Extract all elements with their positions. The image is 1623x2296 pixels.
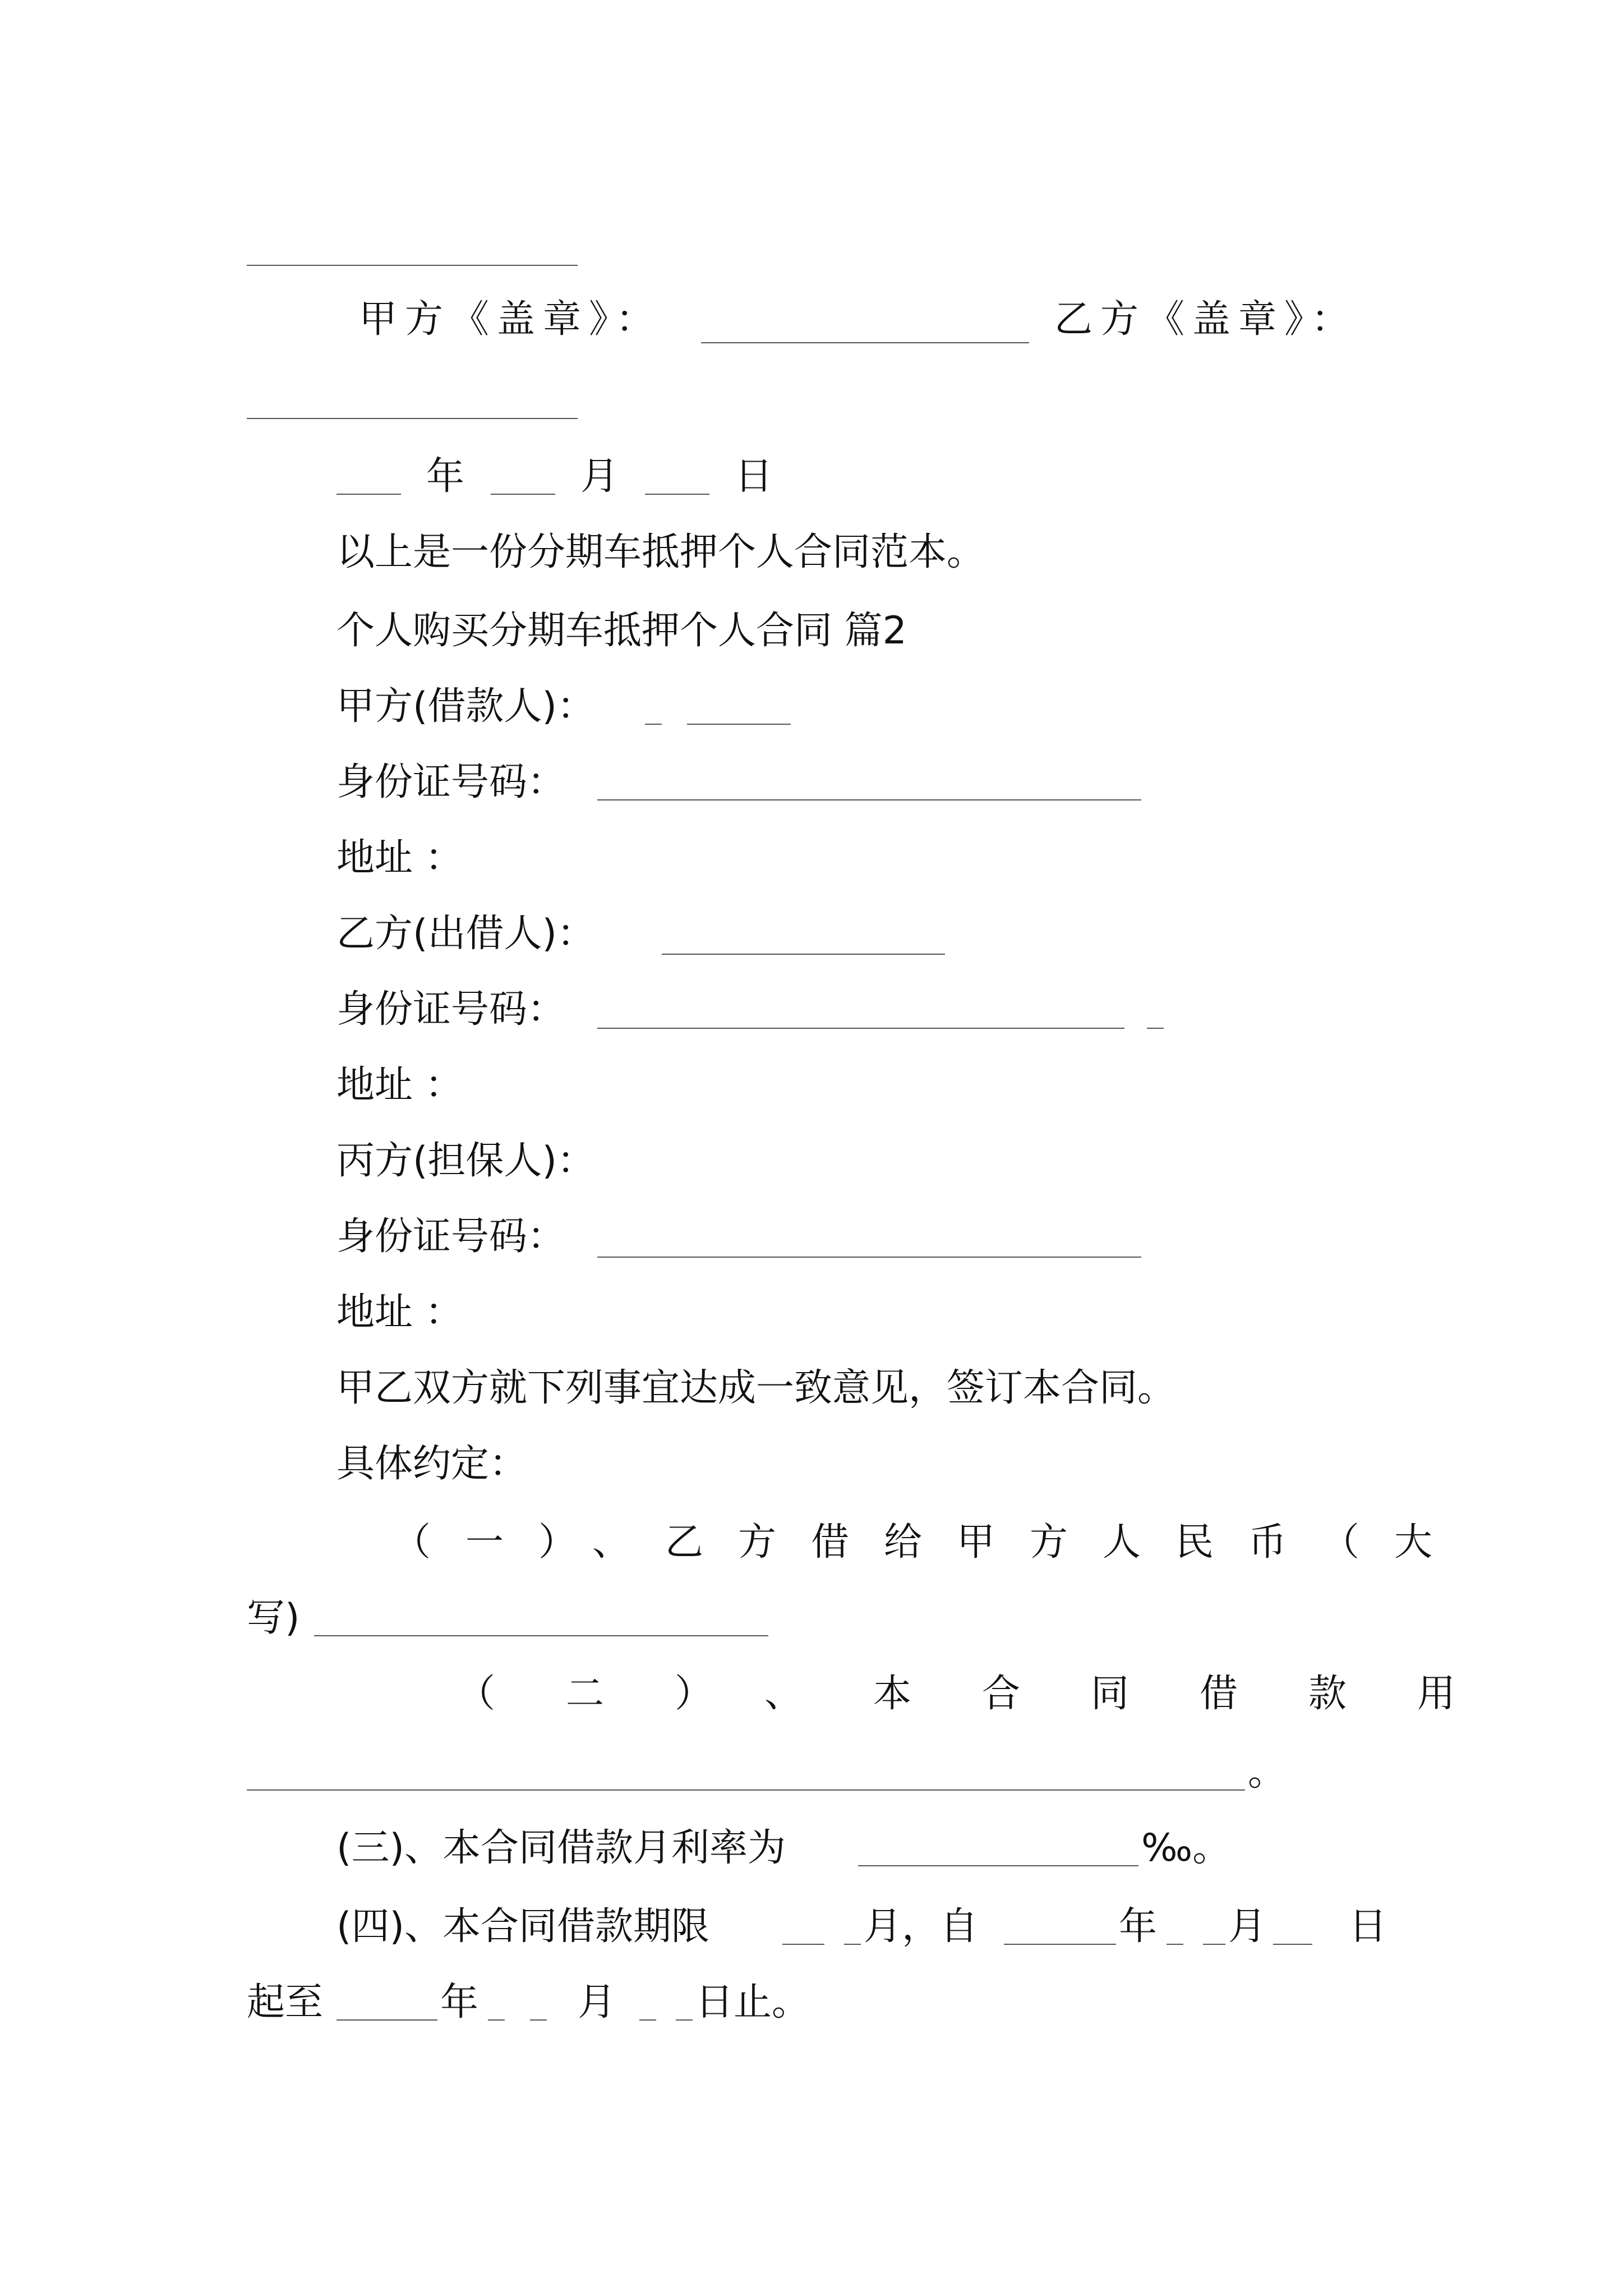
clause-4-month3: 月 <box>578 1980 616 2024</box>
party-c-label: 丙方(担保人)： <box>336 1139 596 1183</box>
clause-2-blank <box>247 1789 1245 1791</box>
party-b-id-blank-short <box>1147 1028 1164 1029</box>
agreement-intro: 甲乙双方就下列事宜达成一致意见，签订本合同。 <box>336 1366 1176 1410</box>
clause-3-blank <box>858 1865 1138 1866</box>
party-c-id-label: 身份证号码： <box>336 1214 566 1259</box>
party-b-seal-blank <box>247 418 578 419</box>
date-year-blank <box>336 494 401 495</box>
party-c-address-label: 地址 ： <box>336 1290 463 1335</box>
party-b-id-label: 身份证号码： <box>336 987 566 1032</box>
clause-4-text: (四)、本合同借款期限 <box>336 1904 710 1949</box>
clause-3-unit: ‰。 <box>1141 1826 1231 1870</box>
date-month-label: 月 <box>580 454 619 499</box>
party-a-label: 甲方(借款人)： <box>336 684 596 729</box>
party-b-id-blank <box>597 1028 1124 1029</box>
terms-heading: 具体约定： <box>336 1442 528 1486</box>
clause-4-from: 起至 <box>247 1980 324 2024</box>
clause-2-end: 。 <box>1248 1750 1287 1795</box>
clause-1-blank <box>314 1635 768 1636</box>
clause-2-line1: （二）、本合同借款用 <box>457 1672 1527 1716</box>
party-b-address-label: 地址 ： <box>336 1063 463 1107</box>
clause-4-month: 月，自 <box>864 1904 979 1949</box>
clause-4-end-month-blank-b <box>530 2019 547 2021</box>
party-a-id-blank <box>597 799 1141 800</box>
party-b-seal-label: 乙方《盖章》： <box>1054 297 1358 342</box>
blank-line <box>247 265 578 266</box>
clause-4-year: 年 <box>1119 1904 1158 1949</box>
party-a-id-label: 身份证号码： <box>336 760 566 804</box>
clause-4-month2: 月 <box>1228 1904 1267 1949</box>
clause-4-start-day-blank <box>1273 1944 1312 1945</box>
clause-4-term-blank-b <box>844 1944 861 1945</box>
clause-4-end-day-blank <box>639 2019 656 2021</box>
clause-4-start-month-blank <box>1166 1944 1183 1945</box>
date-year-label: 年 <box>426 454 465 499</box>
summary-text: 以上是一份分期车抵押个人合同范本。 <box>336 530 985 574</box>
party-a-blank <box>687 724 791 725</box>
clause-4-end-day-blank-b <box>676 2019 693 2021</box>
clause-3-text: (三)、本合同借款月利率为 <box>336 1826 786 1870</box>
party-a-seal-blank <box>701 342 1029 343</box>
party-a-address-label: 地址 ： <box>336 836 463 880</box>
clause-4-start-year-blank <box>1004 1944 1116 1945</box>
clause-4-term-blank <box>782 1944 824 1945</box>
clause-4-end-month-blank <box>488 2019 505 2021</box>
clause-4-year2: 年 <box>440 1980 479 2024</box>
party-b-blank <box>662 954 945 955</box>
clause-4-end-year-blank <box>336 2019 437 2021</box>
date-day-blank <box>645 494 709 495</box>
clause-4-start-month-blank-b <box>1203 1944 1225 1945</box>
clause-4-end: 日止。 <box>695 1980 810 2024</box>
date-month-blank <box>491 494 555 495</box>
party-c-id-blank <box>597 1257 1141 1258</box>
clause-4-day: 日 <box>1349 1904 1387 1949</box>
party-a-seal-label: 甲方《盖章》： <box>359 297 662 342</box>
clause-1-line2: 写) <box>247 1596 300 1640</box>
section-heading: 个人购买分期车抵押个人合同 篇2 <box>336 609 907 653</box>
party-a-blank-short <box>645 724 662 725</box>
party-b-label: 乙方(出借人)： <box>336 912 596 956</box>
clause-1-line1: （一）、乙方借给甲方人民币（大 <box>393 1520 1468 1565</box>
date-day-label: 日 <box>735 454 773 499</box>
